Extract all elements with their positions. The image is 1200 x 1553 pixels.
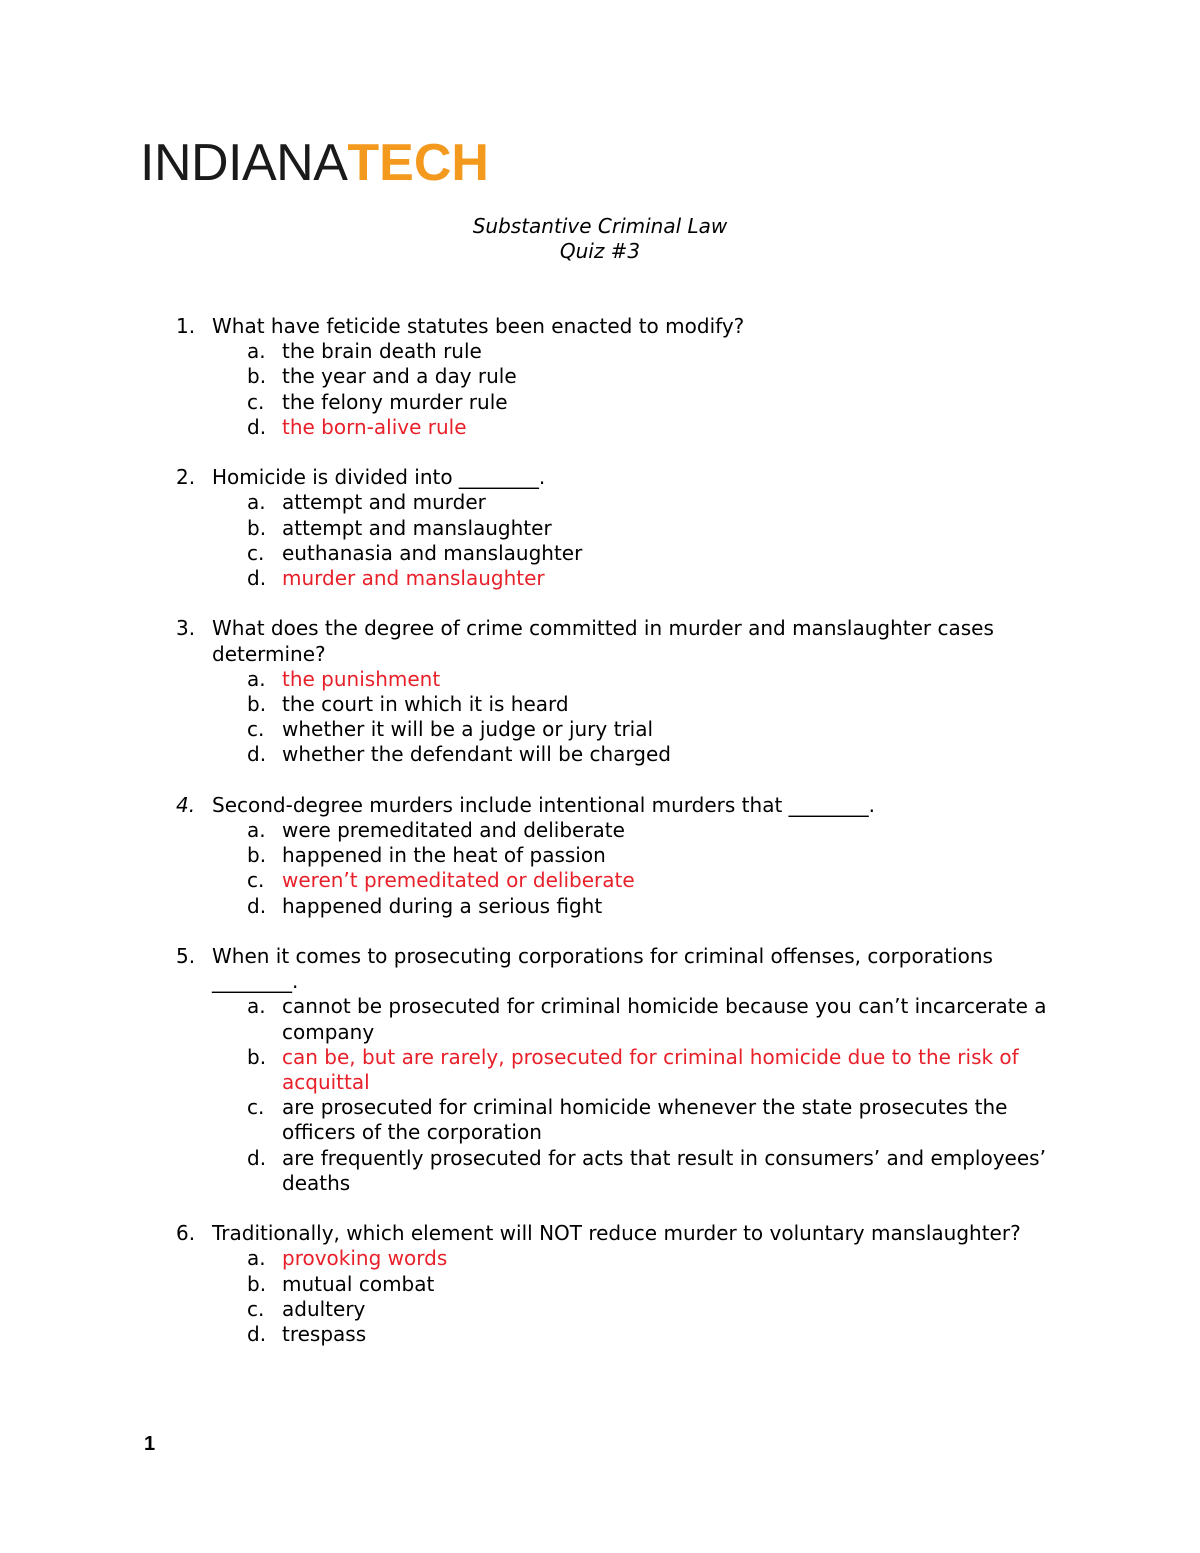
answer-options bbox=[212, 667, 1060, 768]
question-text: Homicide is divided into ________. bbox=[212, 465, 546, 490]
option-text: the brain death rule bbox=[282, 339, 482, 364]
option-letter: b. bbox=[247, 843, 267, 868]
answer-option bbox=[212, 516, 1060, 541]
option-text: trespass bbox=[282, 1322, 367, 1347]
option-text: attempt and murder bbox=[282, 490, 486, 515]
question-number: 5. bbox=[176, 944, 196, 969]
question-text: What have feticide statutes been enacted to modify? bbox=[212, 314, 745, 338]
question-3 bbox=[0, 616, 1200, 767]
document-header bbox=[0, 214, 1200, 264]
indiana-tech-logo bbox=[140, 136, 489, 190]
answer-option bbox=[212, 894, 1060, 919]
document-title: Substantive Criminal Law bbox=[472, 214, 728, 238]
question-number: 2. bbox=[176, 465, 196, 490]
option-text: happened in the heat of passion bbox=[282, 843, 606, 868]
option-text: are frequently prosecuted for acts that result in consumers’ and employees’ deaths bbox=[282, 1145, 1046, 1195]
option-text: euthanasia and manslaughter bbox=[282, 540, 583, 565]
answer-option-correct bbox=[212, 566, 1060, 591]
option-letter: a. bbox=[247, 1246, 266, 1271]
option-letter: c. bbox=[247, 389, 265, 414]
option-letter: d. bbox=[247, 1145, 267, 1170]
option-letter: c. bbox=[247, 1296, 265, 1321]
correct-answer-text: the born-alive rule bbox=[282, 414, 467, 439]
option-letter: c. bbox=[247, 1095, 265, 1120]
answer-option-correct bbox=[212, 868, 1060, 893]
option-letter: c. bbox=[247, 868, 265, 893]
question-2 bbox=[0, 465, 1200, 591]
option-letter: b. bbox=[247, 515, 267, 540]
correct-answer-text: weren’t premeditated or deliberate bbox=[282, 868, 635, 893]
answer-option-correct bbox=[212, 1045, 1060, 1095]
correct-answer-text: the punishment bbox=[282, 666, 441, 691]
answer-option bbox=[212, 364, 1060, 389]
page-number: 1 bbox=[144, 1433, 156, 1455]
question-text: When it comes to prosecuting corporations for criminal offenses, corporations ________. bbox=[212, 944, 993, 994]
answer-option bbox=[212, 843, 1060, 868]
answer-option bbox=[212, 541, 1060, 566]
answer-options bbox=[212, 339, 1060, 440]
question-list bbox=[0, 314, 1200, 1372]
correct-answer-text: can be, but are rarely, prosecuted for criminal homicide due to the risk of acquittal bbox=[282, 1044, 1019, 1095]
option-letter: b. bbox=[247, 1271, 267, 1296]
question-number: 1. bbox=[176, 314, 196, 338]
question-number: 6. bbox=[176, 1221, 196, 1246]
option-letter: d. bbox=[247, 566, 267, 591]
question-4 bbox=[0, 793, 1200, 919]
answer-option bbox=[212, 994, 1060, 1044]
question-text: Second-degree murders include intentional murders that ________. bbox=[212, 792, 876, 817]
option-letter: b. bbox=[247, 692, 267, 717]
question-number: 3. bbox=[176, 616, 196, 641]
option-text: cannot be prosecuted for criminal homicide because you can’t incarcerate a company bbox=[282, 994, 1047, 1044]
option-letter: a. bbox=[247, 818, 266, 843]
option-letter: d. bbox=[247, 742, 267, 767]
answer-option-correct bbox=[212, 415, 1060, 440]
answer-option-correct bbox=[212, 667, 1060, 692]
option-text: the felony murder rule bbox=[282, 389, 508, 414]
option-letter: c. bbox=[247, 717, 265, 742]
answer-options bbox=[212, 818, 1060, 919]
option-text: were premeditated and deliberate bbox=[282, 818, 625, 843]
question-5 bbox=[0, 944, 1200, 1196]
correct-answer-text: provoking words bbox=[282, 1246, 448, 1271]
answer-option bbox=[212, 742, 1060, 767]
option-letter: a. bbox=[247, 490, 266, 515]
option-text: mutual combat bbox=[282, 1271, 435, 1296]
option-text: attempt and manslaughter bbox=[282, 515, 552, 540]
option-text: the year and a day rule bbox=[282, 364, 517, 389]
answer-options bbox=[212, 490, 1060, 591]
answer-options bbox=[212, 994, 1060, 1196]
option-letter: a. bbox=[247, 339, 266, 364]
answer-option bbox=[212, 1146, 1060, 1196]
answer-option bbox=[212, 818, 1060, 843]
logo-text-indiana: INDIANA bbox=[140, 134, 348, 192]
question-text: Traditionally, which element will NOT reduce murder to voluntary manslaughter? bbox=[212, 1221, 1021, 1246]
question-number: 4. bbox=[176, 792, 196, 817]
option-text: whether the defendant will be charged bbox=[282, 742, 672, 767]
option-letter: c. bbox=[247, 540, 265, 565]
answer-option-correct bbox=[212, 1246, 1060, 1271]
correct-answer-text: murder and manslaughter bbox=[282, 566, 545, 591]
question-text: What does the degree of crime committed in murder and manslaughter cases determine? bbox=[212, 616, 994, 666]
answer-options bbox=[212, 1246, 1060, 1347]
answer-option bbox=[212, 339, 1060, 364]
option-letter: d. bbox=[247, 1322, 267, 1347]
answer-option bbox=[212, 692, 1060, 717]
option-letter: a. bbox=[247, 994, 266, 1019]
option-letter: b. bbox=[247, 1044, 267, 1069]
answer-option bbox=[212, 1297, 1060, 1322]
answer-option bbox=[212, 1272, 1060, 1297]
option-letter: b. bbox=[247, 364, 267, 389]
answer-option bbox=[212, 1322, 1060, 1347]
option-letter: d. bbox=[247, 414, 267, 439]
option-text: adultery bbox=[282, 1296, 366, 1321]
answer-option bbox=[212, 717, 1060, 742]
logo-text-tech: TECH bbox=[347, 134, 489, 192]
option-text: happened during a serious fight bbox=[282, 893, 603, 918]
option-letter: a. bbox=[247, 666, 266, 691]
option-text: the court in which it is heard bbox=[282, 692, 569, 717]
question-6 bbox=[0, 1221, 1200, 1347]
document-subtitle: Quiz #3 bbox=[559, 239, 641, 263]
question-1 bbox=[0, 314, 1200, 440]
answer-option bbox=[212, 490, 1060, 515]
answer-option bbox=[212, 390, 1060, 415]
option-letter: d. bbox=[247, 893, 267, 918]
option-text: whether it will be a judge or jury trial bbox=[282, 717, 654, 742]
answer-option bbox=[212, 1095, 1060, 1145]
option-text: are prosecuted for criminal homicide whenever the state prosecutes the officers of the corporation bbox=[282, 1095, 1008, 1145]
